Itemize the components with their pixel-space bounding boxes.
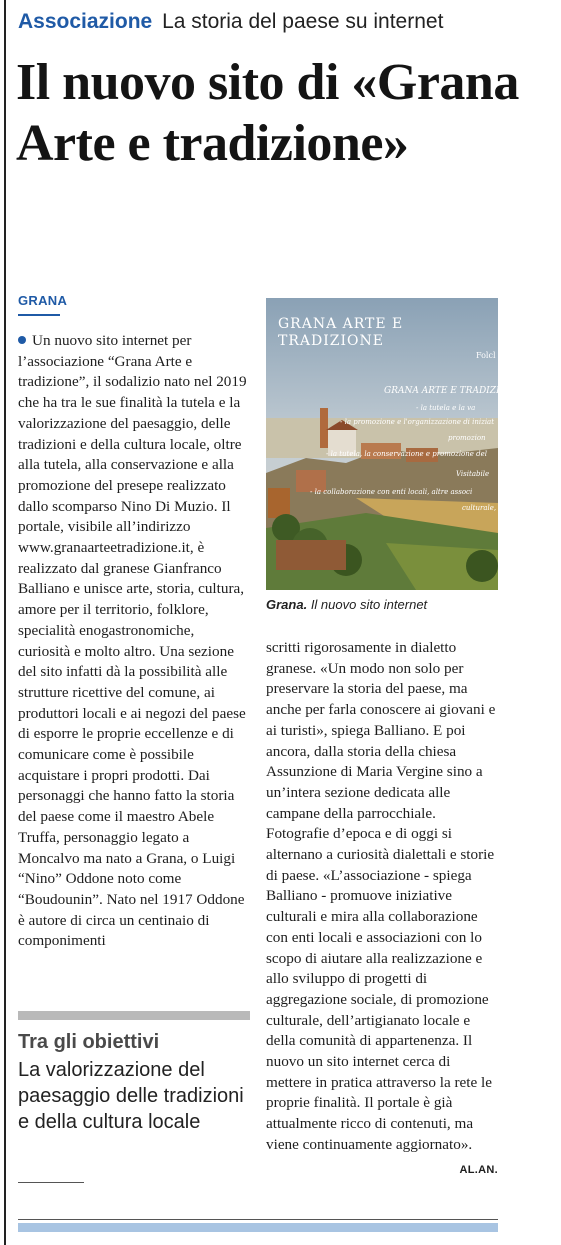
photo-overlay-line: - la collaborazione con enti locali, altre associ — [310, 488, 473, 496]
bottom-left-rule — [4, 1217, 6, 1237]
article-photo — [266, 298, 522, 590]
page-left-rule — [4, 0, 6, 1245]
article-text-1: Un nuovo sito internet per l’associazione “Grana Arte e tradizione”, il sodalizio nato nel 2019 che ha tra le sue finalità la tutela e la valorizzazione del paesaggio, delle tradizioni e della cultura locale, oltre alla tutela, alla conservazione e alla promozione del presepe realizzato dallo scomparso Nino Di Muzio. Il portale, visibile all’indirizzo www.granaarteetradizione.it, è realizzato dal granese Gianfranco Balliano e unisce arte, storia, cultura, amore per il territorio, folklore, specialità enogastronomiche, curiosità e molto altro. Una sezione del sito infatti dà la possibilità alle strutture ricettive del comune, ai produttori locali e ai negozi del paese di esporre le proprie eccellenze e di comunicare come è possibile acquistare i propri prodotti. Dai personaggi che hanno fatto la storia del paese come il maestro Abele Truffa, personaggio legato a Moncalvo ma nato a Grana, o Luigi “Nino” Oddone noto come “Boudounin”. Nato nel 1917 Oddone è autore di circa un centinaio di componimenti — [18, 332, 247, 950]
photo-site-title-line1: GRANA ARTE E — [278, 316, 404, 332]
photo-corner-text: Folcl — [476, 351, 496, 360]
photo-overlay-line: culturale, — [462, 504, 497, 512]
headline: Il nuovo sito di «Grana Arte e tradizione» — [16, 54, 519, 172]
section-label: Associazione — [18, 10, 153, 33]
website-screenshot-image — [266, 298, 522, 590]
bottom-accent-bar — [18, 1223, 498, 1232]
photo-overlay-line: - la tutela, la conservazione e promozione del — [326, 450, 488, 458]
photo-overlay-line: - la promozione e l'organizzazione di iniziat — [340, 418, 495, 426]
place-label: GRANA — [18, 293, 68, 308]
article-text-2: scritti rigorosamente in dialetto granese. «Un modo non solo per preservare la storia del paese, ma anche per farla conoscere ai giovani e ai turisti», spiega Balliano. E poi ancora, dalla storia della chiesa Assunzione di Maria Vergine sino a un’intera sezione dedicata alle campane della parrocchiale. Fotografie d’epoca e di oggi si alternano a curiosità dialettali e storie di paese. «L’associazione - spiega Balliano - promuove iniziative culturali e mira alla collaborazione con enti locali e associazioni con lo scopo di aiutare alla realizzazione e allo sviluppo di progetti di aggregazione sociale, di promozione culturale, dell’artigianato locale e della comunità di appartenenza. Il nuovo un sito internet cerca di mettere in pratica attraverso la rete le proprie finalità. Il portale è già attualmente ricco di contenuti, ma viene continuamente aggiornato». — [266, 639, 496, 1153]
sidebar-box-top-bar — [18, 1011, 250, 1020]
article-column-1 — [18, 331, 249, 991]
photo-overlay-line: - la tutela e la va — [416, 404, 476, 412]
bottom-rule — [18, 1219, 498, 1220]
sidebar-box-title: Tra gli obiettivi — [18, 1031, 160, 1053]
sidebar-box-bottom-rule — [18, 1182, 84, 1183]
article-column-2 — [266, 638, 498, 1188]
caption-place: Grana. — [266, 597, 308, 612]
kicker — [18, 10, 443, 34]
kicker-subtitle: La storia del paese su internet — [162, 10, 444, 33]
caption-text: Il nuovo sito internet — [310, 597, 428, 612]
photo-caption — [266, 597, 427, 612]
photo-overlay-title: GRANA ARTE E TRADIZIONE — [384, 386, 522, 396]
photo-overlay-line: Visitabile — [456, 470, 490, 478]
sidebar-box-text: La valorizzazione del paesaggio delle tradizioni e della cultura locale — [18, 1059, 244, 1133]
lead-bullet-icon — [18, 336, 26, 344]
photo-site-title-line2: TRADIZIONE — [278, 333, 384, 349]
place-underline — [18, 314, 60, 316]
photo-overlay-line: promozion — [448, 434, 486, 442]
byline: AL.AN. — [459, 1163, 498, 1176]
